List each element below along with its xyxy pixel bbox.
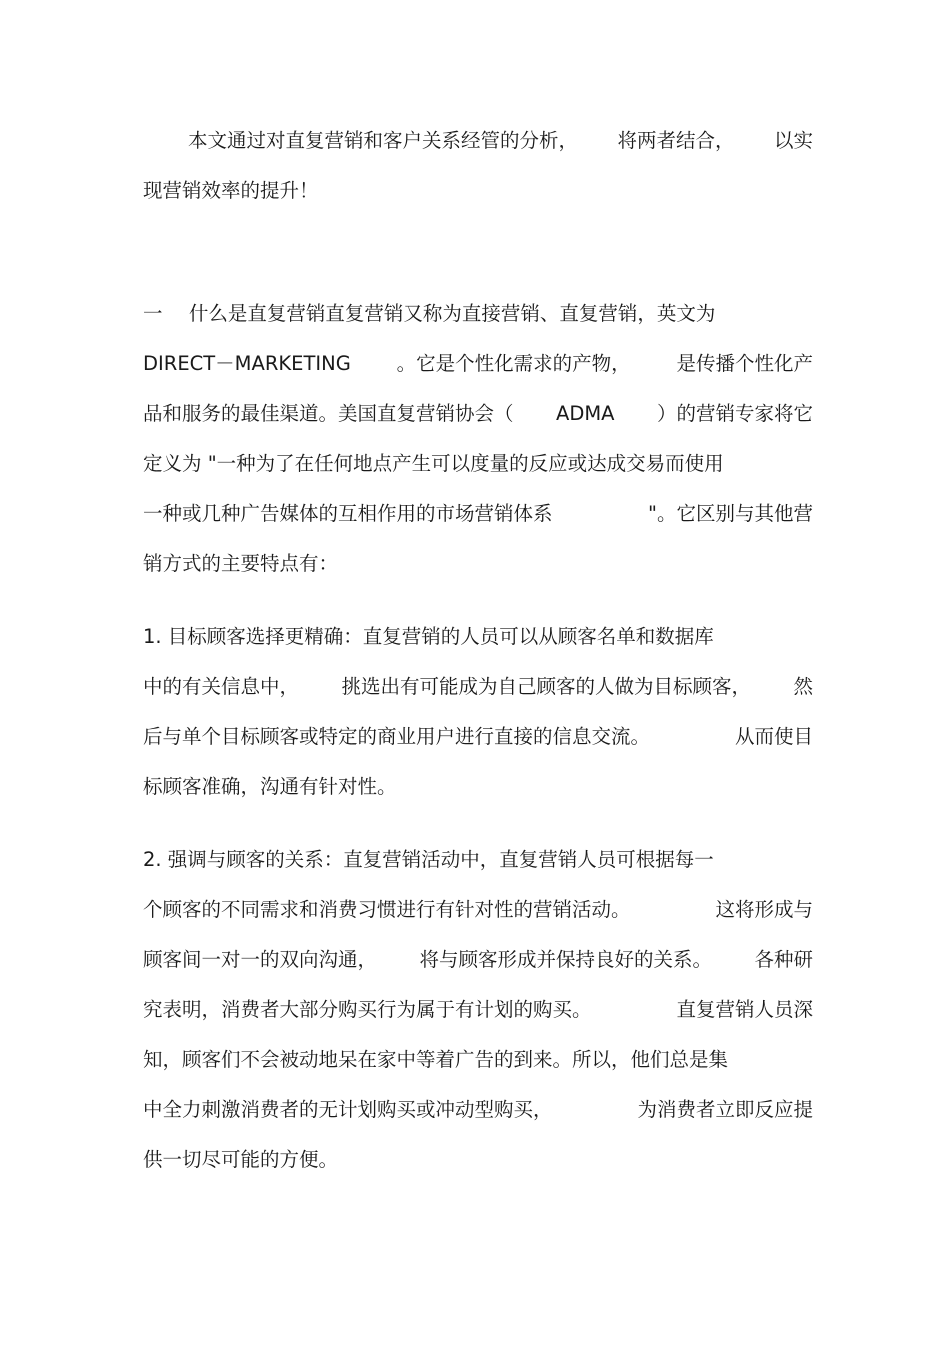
point2-line-5: 知，顾客们不会被动地呆在家中等着广告的到来。所以，他们总是集 bbox=[143, 1048, 729, 1071]
text-segment: 中全力刺激消费者的无计划购买或冲动型购买， bbox=[143, 1098, 553, 1121]
point1-line-3 bbox=[143, 722, 813, 752]
text-segment: 究表明，消费者大部分购买行为属于有计划的购买。 bbox=[143, 998, 592, 1021]
section1-line-6: 销方式的主要特点有： bbox=[143, 552, 339, 575]
point2-line-1: 2. 强调与顾客的关系：直复营销活动中，直复营销人员可根据每一 bbox=[143, 848, 714, 871]
text-segment: 挑选出有可能成为自己顾客的人做为目标顾客， bbox=[341, 675, 751, 698]
text-segment: 这将形成与 bbox=[715, 898, 813, 921]
text-segment: 将与顾客形成并保持良好的关系。 bbox=[419, 948, 712, 971]
text-segment: 各种研 bbox=[754, 948, 813, 971]
text-segment: DIRECT－MARKETING bbox=[143, 352, 351, 375]
text-segment: 直复营销人员深 bbox=[676, 998, 813, 1021]
intro-line-2: 现营销效率的提升！ bbox=[143, 179, 319, 202]
section1-line-2 bbox=[143, 349, 813, 379]
section-heading-text: 什么是直复营销直复营销又称为直接营销、直复营销，英文为 bbox=[188, 302, 716, 325]
section1-line-5 bbox=[143, 499, 813, 529]
text-segment: 中的有关信息中， bbox=[143, 675, 300, 698]
text-segment: 后与单个目标顾客或特定的商业用户进行直接的信息交流。 bbox=[143, 725, 651, 748]
section-number: 一 bbox=[143, 302, 163, 325]
section1-line-4: 定义为 "一种为了在任何地点产生可以度量的反应或达成交易而使用 bbox=[143, 452, 724, 475]
text-segment: 个顾客的不同需求和消费习惯进行有针对性的营销活动。 bbox=[143, 898, 631, 921]
text-segment: 顾客间一对一的双向沟通， bbox=[143, 948, 378, 971]
text-segment: "。它区别与其他营 bbox=[648, 502, 813, 525]
section1-line-1 bbox=[143, 299, 813, 329]
text-segment: 一种或几种广告媒体的互相作用的市场营销体系 bbox=[143, 502, 553, 525]
text-segment: ）的营销专家将它 bbox=[656, 402, 813, 425]
point2-line-3 bbox=[143, 945, 813, 975]
section1-line-3 bbox=[143, 399, 813, 429]
text-segment: 品和服务的最佳渠道。美国直复营销协会（ bbox=[143, 402, 514, 425]
point2-line-7: 供一切尽可能的方便。 bbox=[143, 1148, 339, 1171]
point2-line-4 bbox=[143, 995, 813, 1025]
text-segment: ADMA bbox=[555, 402, 615, 425]
text-segment: 将两者结合， bbox=[617, 129, 735, 152]
point2-line-2 bbox=[143, 895, 813, 925]
text-segment: 是传播个性化产 bbox=[676, 352, 813, 375]
text-segment: 。它是个性化需求的产物， bbox=[396, 352, 631, 375]
text-segment: 本文通过对直复营销和客户关系经管的分析， bbox=[188, 129, 579, 152]
point1-line-4: 标顾客准确，沟通有针对性。 bbox=[143, 775, 397, 798]
text-segment: 以实 bbox=[773, 129, 813, 152]
text-segment: 为消费者立即反应提 bbox=[637, 1098, 813, 1121]
point2-line-6 bbox=[143, 1095, 813, 1125]
point1-line-2 bbox=[143, 672, 813, 702]
text-segment: 从而使目 bbox=[734, 725, 813, 748]
intro-line-1 bbox=[188, 126, 813, 156]
text-segment: 然 bbox=[793, 675, 813, 698]
point1-line-1: 1. 目标顾客选择更精确：直复营销的人员可以从顾客名单和数据库 bbox=[143, 625, 714, 648]
